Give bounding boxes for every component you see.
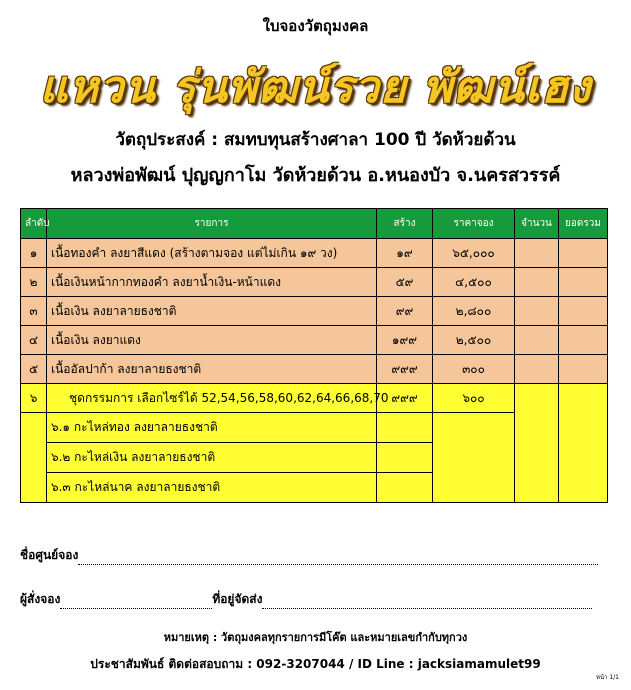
- subrow-made-blank: [377, 413, 433, 443]
- header-no: ลำดับ: [21, 209, 47, 239]
- footer-note: หมายเหตุ : วัตถุมงคลทุกรายการมีโค๊ต และหมายเลขกำกับทุกวง: [163, 631, 468, 644]
- row-made: ๕๙: [377, 268, 433, 297]
- row-total-cell[interactable]: [559, 297, 608, 326]
- header-total: ยอดรวม: [559, 209, 608, 239]
- orderer-label: ผู้สั่งจอง: [20, 592, 61, 606]
- table-row: [21, 268, 608, 297]
- row-price: ๖๕,๐๐๐: [433, 239, 515, 268]
- row-no: ๖: [21, 384, 47, 413]
- row-made: ๙๙๙: [377, 355, 433, 384]
- center-field[interactable]: [78, 554, 598, 565]
- subrow-item: ๖.๓ กะไหล่นาค ลงยาลายธงชาติ: [47, 473, 377, 503]
- orderer-field[interactable]: [60, 598, 212, 609]
- address-field[interactable]: [262, 598, 592, 609]
- table-row: [21, 355, 608, 384]
- row-total-cell[interactable]: [559, 326, 608, 355]
- row-item: เนื้อทองคำ ลงยาสีแดง (สร้างตามจอง แต่ไม่เกิน ๑๙ วง): [47, 239, 377, 268]
- footer-contact: ประชาสัมพันธ์ ติดต่อสอบถาม : 092-3207044 / ID Line : jacksiamamulet99: [90, 657, 541, 671]
- row-no: ๔: [21, 326, 47, 355]
- subrow-made-blank: [377, 473, 433, 503]
- row-no: ๑: [21, 239, 47, 268]
- row-price: ๒,๘๐๐: [433, 297, 515, 326]
- table-row: [21, 326, 608, 355]
- row-qty-cell[interactable]: [515, 355, 559, 384]
- subrow-price-blank: [433, 413, 515, 503]
- row-made: ๑๙๙: [377, 326, 433, 355]
- row-no: ๒: [21, 268, 47, 297]
- row-item: ชุดกรรมการ เลือกไซร์ได้ 52,54,56,58,60,62,64,66,68,70: [47, 384, 377, 413]
- row-total-cell[interactable]: [559, 268, 608, 297]
- address-label: ที่อยู่จัดส่ง: [212, 592, 263, 606]
- table-header-row: [21, 209, 608, 239]
- row-no: ๓: [21, 297, 47, 326]
- row-item: เนื้อเงิน ลงยาแดง: [47, 326, 377, 355]
- header-price: ราคาจอง: [433, 209, 515, 239]
- subrow-no-blank: [21, 413, 47, 503]
- monk-name: หลวงพ่อพัฒน์ ปุญญกาโม วัดห้วยด้วน อ.หนองบัว จ.นครสวรรค์: [70, 165, 561, 186]
- center-label: ชื่อศูนย์จอง: [20, 548, 79, 562]
- orderer-line: [20, 590, 592, 609]
- row-total-cell[interactable]: [559, 384, 608, 503]
- header-qty: จำนวน: [515, 209, 559, 239]
- table-row: [21, 384, 608, 413]
- row-made: ๑๙: [377, 239, 433, 268]
- row-qty-cell[interactable]: [515, 326, 559, 355]
- row-qty-cell[interactable]: [515, 297, 559, 326]
- page-number: หน้า 1/1: [596, 674, 619, 681]
- row-price: ๖๐๐: [433, 384, 515, 413]
- row-made: ๙๙๙: [377, 384, 433, 413]
- row-made: ๙๙: [377, 297, 433, 326]
- row-qty-cell[interactable]: [515, 268, 559, 297]
- row-price: ๒,๕๐๐: [433, 326, 515, 355]
- row-price: ๓๐๐: [433, 355, 515, 384]
- table-row: [21, 297, 608, 326]
- table-row: [21, 239, 608, 268]
- subrow-made-blank: [377, 443, 433, 473]
- row-no: ๕: [21, 355, 47, 384]
- product-title: แหวน รุ่นพัฒน์รวย พัฒน์เฮง: [39, 62, 592, 113]
- row-item: เนื้อเงิน ลงยาลายธงชาติ: [47, 297, 377, 326]
- objective-text: วัตถุประสงค์ : สมทบทุนสร้างศาลา 100 ปี วัดห้วยด้วน: [115, 130, 516, 150]
- subrow-item: ๖.๒ กะไหล่เงิน ลงยาลายธงชาติ: [47, 443, 377, 473]
- subrow-item: ๖.๑ กะไหล่ทอง ลงยาลายธงชาติ: [47, 413, 377, 443]
- order-table: [20, 208, 608, 503]
- header-made: สร้าง: [377, 209, 433, 239]
- form-title: ใบจองวัตถุมงคล: [262, 17, 369, 35]
- row-item: เนื้ออัลปาก้า ลงยาลายธงชาติ: [47, 355, 377, 384]
- row-price: ๔,๕๐๐: [433, 268, 515, 297]
- center-line: [20, 546, 598, 565]
- row-qty-cell[interactable]: [515, 384, 559, 503]
- row-item: เนื้อเงินหน้ากากทองคำ ลงยาน้ำเงิน-หน้าแดง: [47, 268, 377, 297]
- row-total-cell[interactable]: [559, 239, 608, 268]
- row-qty-cell[interactable]: [515, 239, 559, 268]
- row-total-cell[interactable]: [559, 355, 608, 384]
- header-item: รายการ: [47, 209, 377, 239]
